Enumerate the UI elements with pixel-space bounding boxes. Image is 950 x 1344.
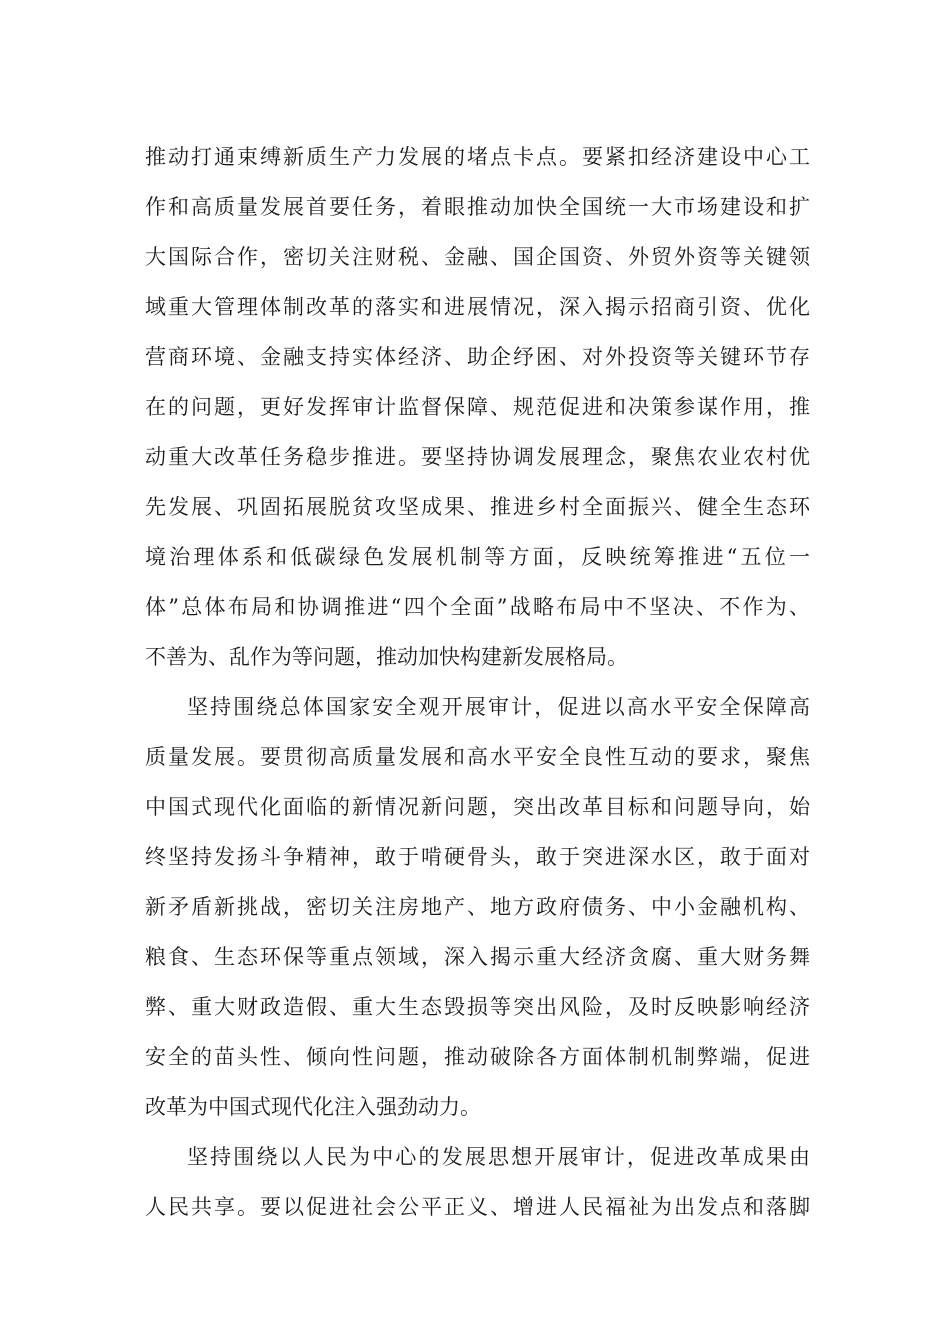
text-line: 先发展、巩固拓展脱贫攻坚成果、推进乡村全面振兴、健全生态环 (145, 495, 810, 519)
text-line: 坚持围绕以人民为中心的发展思想开展审计，促进改革成果由 (187, 1145, 810, 1169)
text-line: 中国式现代化面临的新情况新问题，突出改革目标和问题导向，始 (145, 795, 810, 819)
text-line: 域重大管理体制改革的落实和进展情况，深入揭示招商引资、优化 (145, 295, 810, 319)
text-line: 改革为中国式现代化注入强劲动力。 (145, 1095, 481, 1119)
text-line: 新矛盾新挑战，密切关注房地产、地方政府债务、中小金融机构、 (145, 895, 810, 919)
text-line: 终坚持发扬斗争精神，敢于啃硬骨头，敢于突进深水区，敢于面对 (145, 845, 810, 869)
text-line: 人民共享。要以促进社会公平正义、增进人民福祉为出发点和落脚 (145, 1195, 810, 1219)
text-line: 在的问题，更好发挥审计监督保障、规范促进和决策参谋作用，推 (145, 395, 810, 419)
text-line: 推动打通束缚新质生产力发展的堵点卡点。要紧扣经济建设中心工 (145, 145, 810, 169)
text-line: 作和高质量发展首要任务，着眼推动加快全国统一大市场建设和扩 (145, 195, 810, 219)
document-body (145, 132, 810, 1232)
text-line: 坚持围绕总体国家安全观开展审计，促进以高水平安全保障高 (187, 695, 810, 719)
paragraph-1 (145, 132, 810, 682)
text-line: 境治理体系和低碳绿色发展机制等方面，反映统筹推进“五位一 (145, 545, 810, 569)
text-line: 不善为、乱作为等问题，推动加快构建新发展格局。 (145, 645, 628, 669)
text-line: 弊、重大财政造假、重大生态毁损等突出风险，及时反映影响经济 (145, 995, 810, 1019)
paragraph-3 (145, 1132, 810, 1232)
text-line: 安全的苗头性、倾向性问题，推动破除各方面体制机制弊端，促进 (145, 1045, 810, 1069)
text-line: 营商环境、金融支持实体经济、助企纾困、对外投资等关键环节存 (145, 345, 810, 369)
text-line: 体”总体布局和协调推进“四个全面”战略布局中不坚决、不作为、 (145, 595, 810, 619)
text-line: 粮食、生态环保等重点领域，深入揭示重大经济贪腐、重大财务舞 (145, 945, 810, 969)
paragraph-2 (145, 682, 810, 1132)
text-line: 动重大改革任务稳步推进。要坚持协调发展理念，聚焦农业农村优 (145, 445, 810, 469)
text-line: 大国际合作，密切关注财税、金融、国企国资、外贸外资等关键领 (145, 245, 810, 269)
text-line: 质量发展。要贯彻高质量发展和高水平安全良性互动的要求，聚焦 (145, 745, 810, 769)
